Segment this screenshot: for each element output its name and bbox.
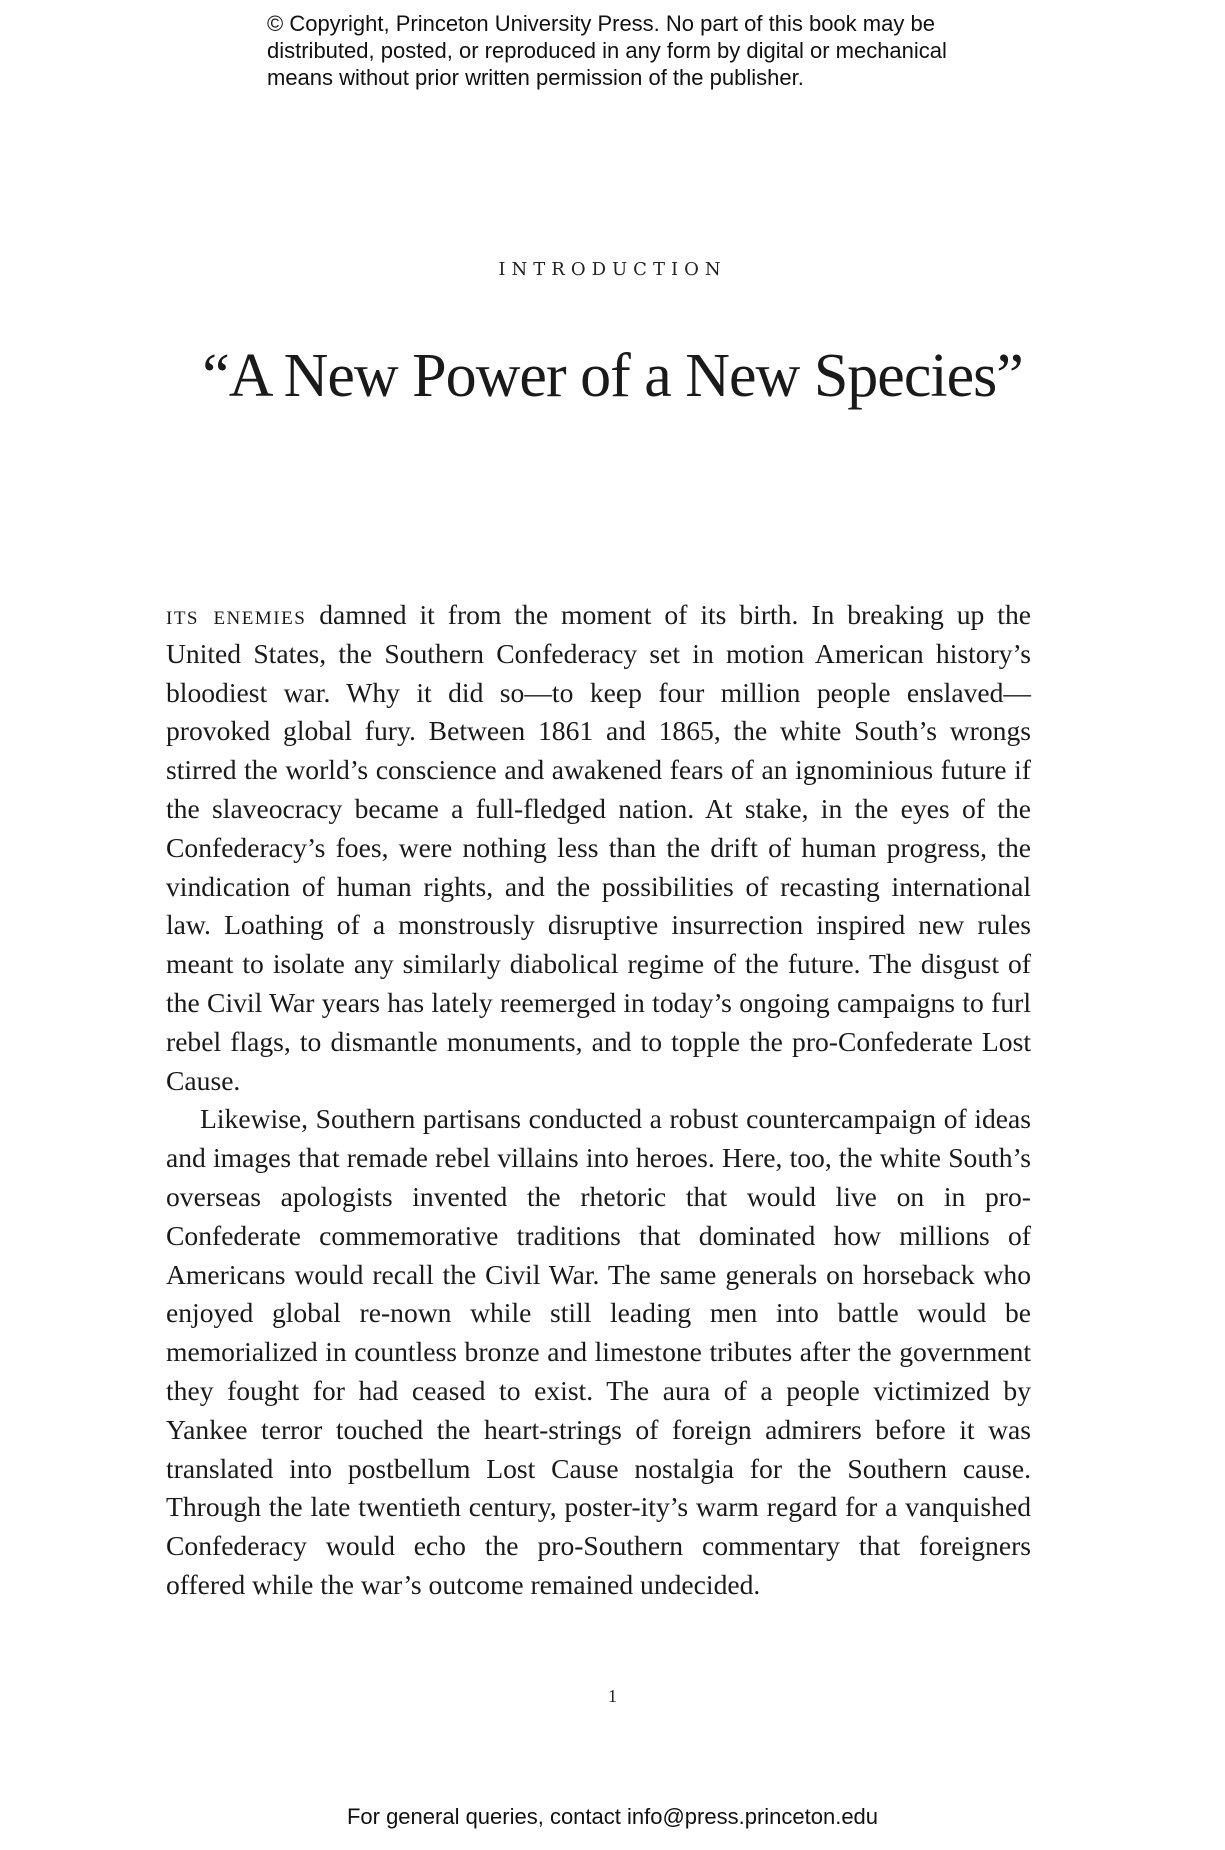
page-number: 1 [608,1686,617,1706]
contact-footer: For general queries, contact info@press.princeton.edu [346,1804,879,1829]
body-text [166,596,1031,1605]
copyright-notice [267,10,987,91]
chapter-label: introduction [498,252,727,282]
paragraph-1 [166,596,1031,1100]
copyright-line-2: distributed, posted, or reproduced in any form by digital or mechanical [267,38,947,63]
paragraph-1-lead-in: its enemies [166,599,307,630]
paragraph-2: Likewise, Southern partisans conducted a robust countercampaign of ideas and images that remade rebel villains into heroes. Here, too, the white South’s overseas apologists invented the rhetoric that would live on in pro-Confederate commemorative traditions that dominated how millions of Americans would recall the Civil War. The same generals on horseback who enjoyed global re-nown while still leading men into battle would be memorialized in countless bronze and limestone tributes after the government they fought for had ceased to exist. The aura of a people victimized by Yankee terror touched the heart-strings of foreign admirers before it was translated into postbellum Lost Cause nostalgia for the Southern cause. Through the late twentieth century, poster-ity’s warm regard for a vanquished Confederacy would echo the pro-Southern commentary that foreigners offered while the war’s outcome remained undecided. [166,1103,1031,1600]
copyright-line-3: means without prior written permission of the publisher. [267,65,804,90]
copyright-line-1: © Copyright, Princeton University Press. No part of this book may be [267,11,935,36]
paragraph-1-text: damned it from the moment of its birth. In breaking up the United States, the Southern Confederacy set in motion American history’s bloodiest war. Why it did so—to keep four million people enslaved—provoked global fury. Between 1861 and 1865, the white South’s wrongs stirred the world’s conscience and awakened fears of an ignominious future if the slaveocracy became a full-fledged nation. At stake, in the eyes of the Confederacy’s foes, were nothing less than the drift of human progress, the vindication of human rights, and the possibilities of recasting international law. Loathing of a monstrously disruptive insurrection inspired new rules meant to isolate any similarly diabolical regime of the future. The disgust of the Civil War years has lately reemerged in today’s ongoing campaigns to furl rebel flags, to dismantle monuments, and to topple the pro-Confederate Lost Cause. [166,599,1031,1096]
chapter-title: “A New Power of a New Species” [202,342,1023,410]
